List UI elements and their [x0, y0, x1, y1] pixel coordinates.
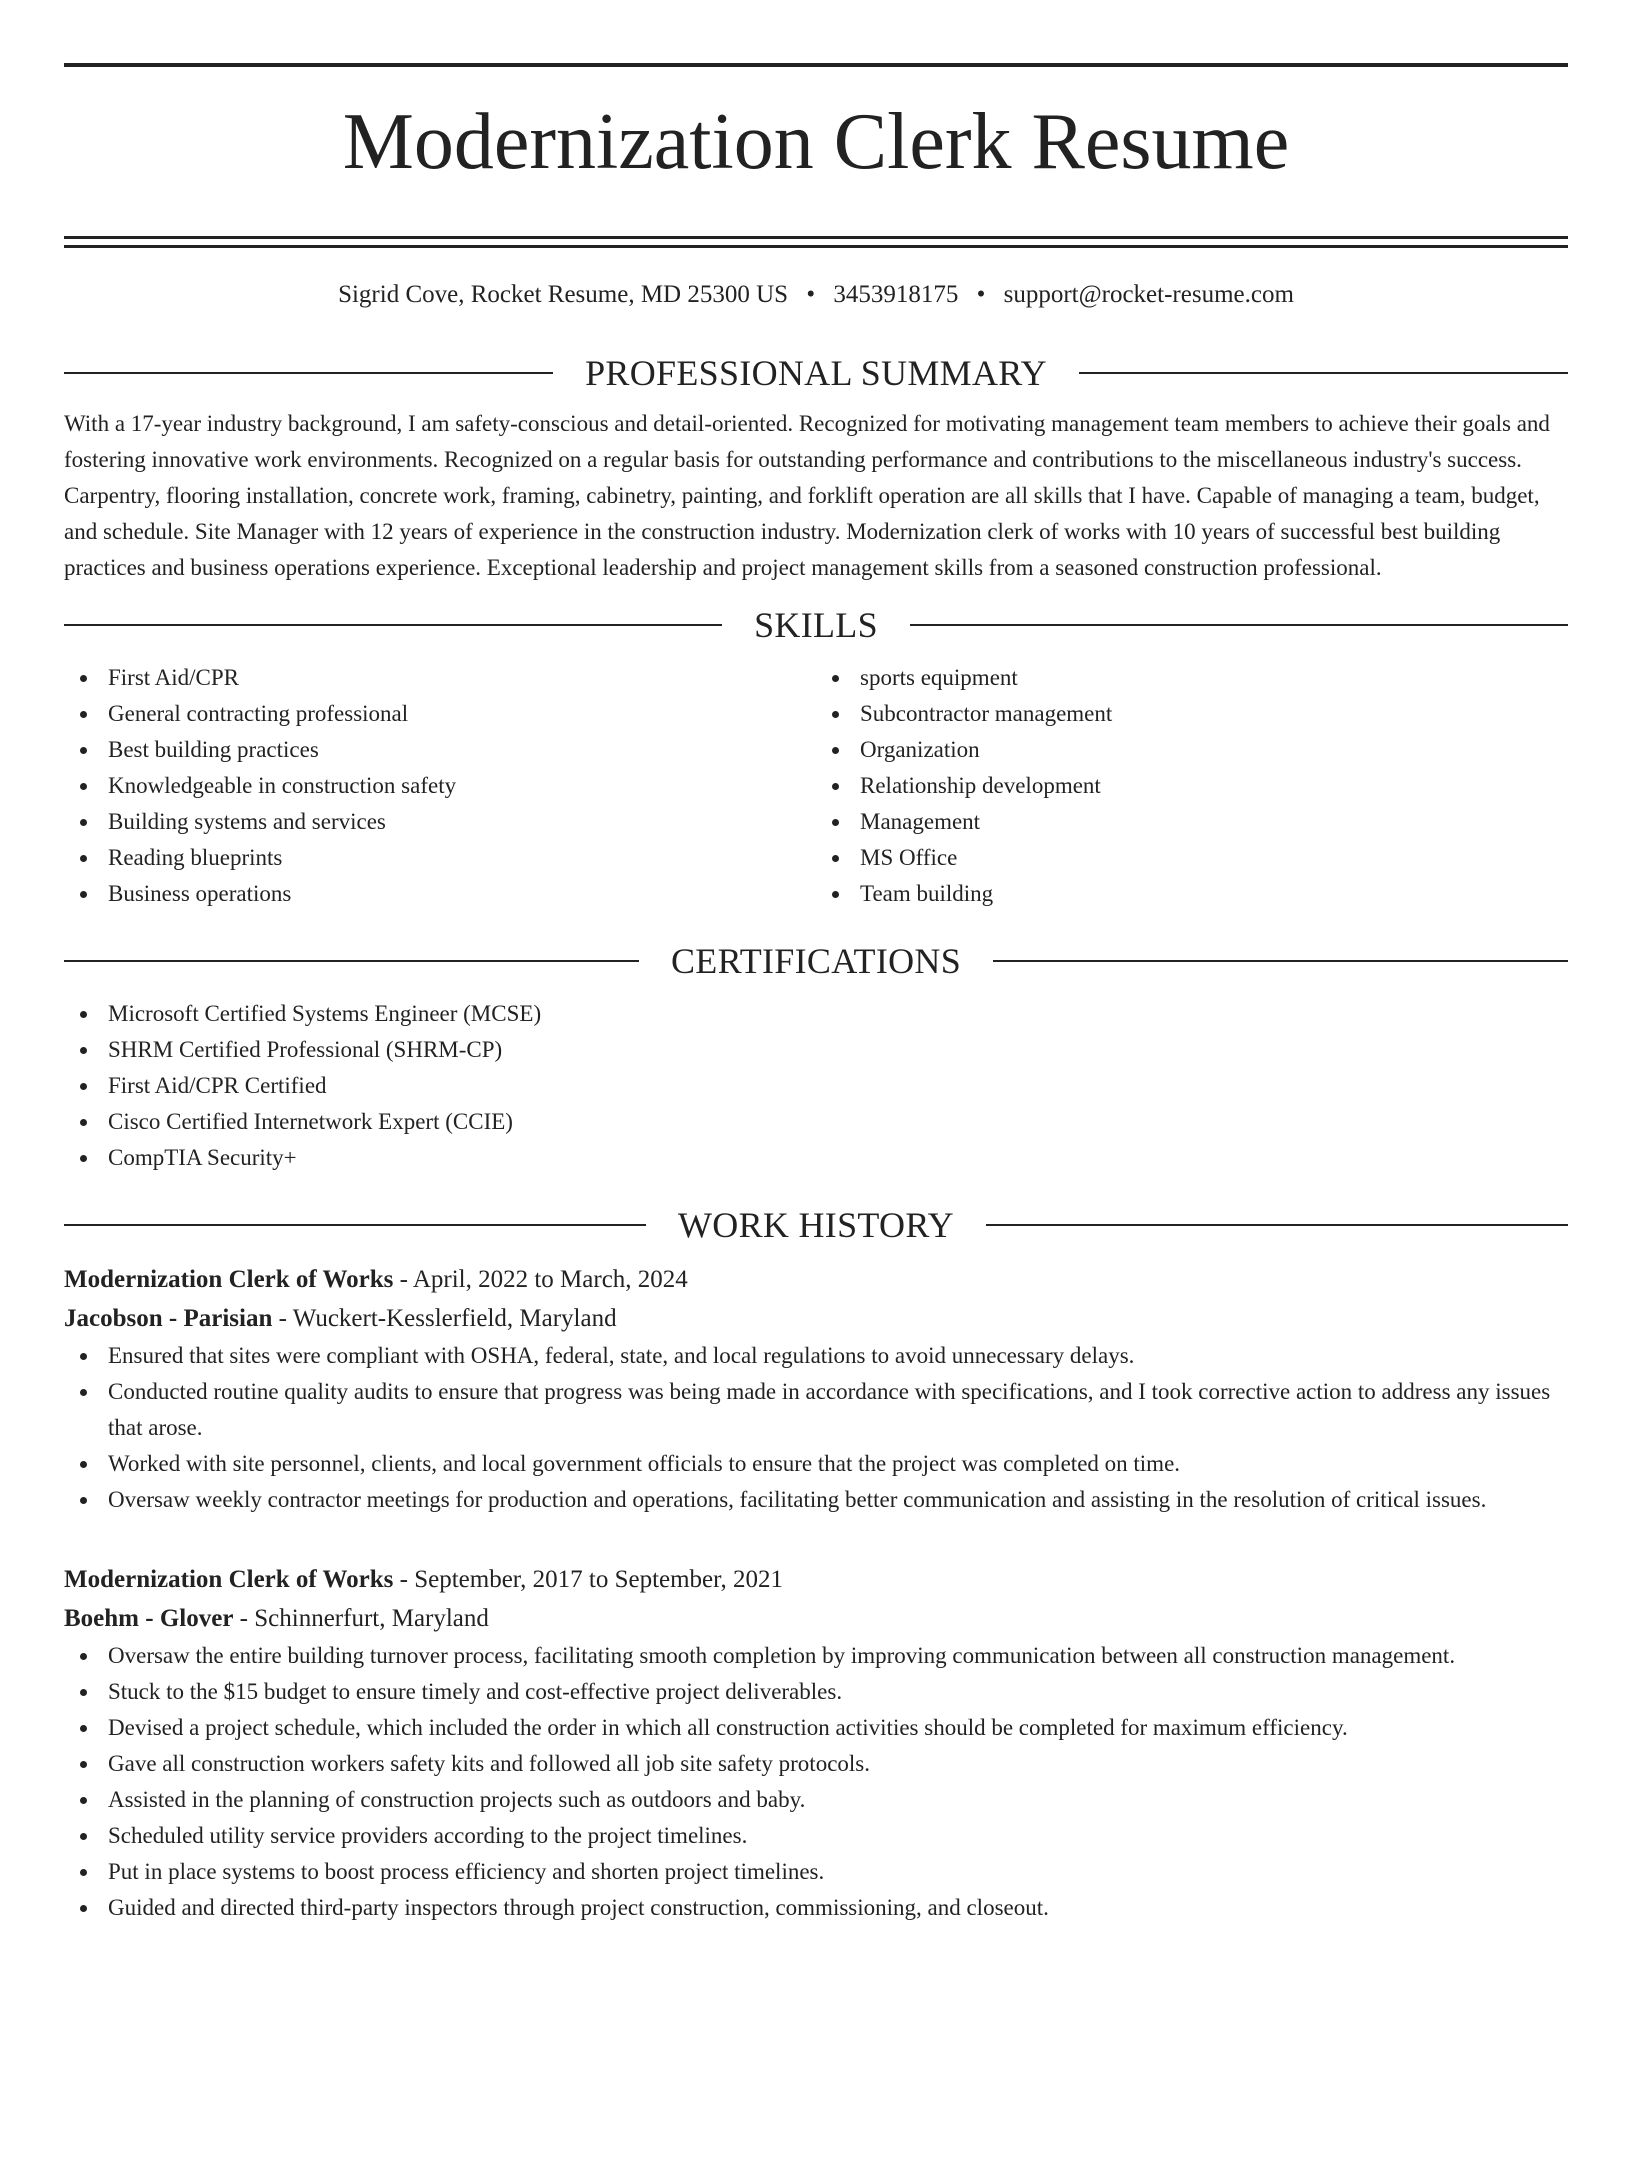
job-location: - Schinnerfurt, Maryland — [233, 1604, 489, 1632]
job-entry — [64, 1560, 1568, 1926]
job-duty-item: Ensured that sites were compliant with OSHA, federal, state, and local regulations to avoid unnecessary delays. — [64, 1338, 1568, 1374]
skill-item: Business operations — [64, 876, 816, 912]
job-title: Modernization Clerk of Works — [64, 1265, 394, 1293]
section-rule — [64, 1224, 646, 1226]
job-duty-item: Assisted in the planning of construction projects such as outdoors and baby. — [64, 1782, 1568, 1818]
certification-item: First Aid/CPR Certified — [64, 1068, 1568, 1104]
certification-item: Cisco Certified Internetwork Expert (CCIE) — [64, 1104, 1568, 1140]
job-duty-item: Devised a project schedule, which included the order in which all construction activities should be completed for maximum efficiency. — [64, 1710, 1568, 1746]
job-company-line — [64, 1599, 1568, 1638]
skills-column-left — [64, 660, 816, 912]
section-header-certifications — [64, 938, 1568, 984]
skill-item: Knowledgeable in construction safety — [64, 768, 816, 804]
job-title: Modernization Clerk of Works — [64, 1565, 394, 1593]
job-dates: - September, 2017 to September, 2021 — [393, 1565, 783, 1593]
job-duty-item: Guided and directed third-party inspectors through project construction, commissioning, and closeout. — [64, 1890, 1568, 1926]
section-rule — [986, 1224, 1568, 1226]
skill-item: sports equipment — [816, 660, 1568, 696]
section-rule — [64, 624, 722, 626]
job-duty-item: Oversaw weekly contractor meetings for production and operations, facilitating better communication and assisting in the resolution of critical issues. — [64, 1482, 1568, 1518]
job-title-line — [64, 1560, 1568, 1599]
skill-item: Team building — [816, 876, 1568, 912]
certifications-list — [64, 996, 1568, 1176]
job-location: - Wuckert-Kesslerfield, Maryland — [272, 1304, 617, 1332]
skill-item: Reading blueprints — [64, 840, 816, 876]
section-title: WORK HISTORY — [678, 1204, 954, 1245]
contact-phone: 3453918175 — [833, 280, 959, 308]
skill-item: Relationship development — [816, 768, 1568, 804]
resume-page — [0, 63, 1632, 2175]
title-double-rule — [64, 236, 1568, 248]
skill-item: Subcontractor management — [816, 696, 1568, 732]
section-title: CERTIFICATIONS — [670, 940, 962, 981]
contact-separator: • — [976, 280, 986, 308]
section-title: PROFESSIONAL SUMMARY — [585, 352, 1047, 393]
job-duty-item: Stuck to the $15 budget to ensure timely and cost-effective project deliverables. — [64, 1674, 1568, 1710]
skills-column-right — [816, 660, 1568, 912]
job-duty-item: Put in place systems to boost process efficiency and shorten project timelines. — [64, 1854, 1568, 1890]
skill-item: General contracting professional — [64, 696, 816, 732]
job-duty-item: Oversaw the entire building turnover process, facilitating smooth completion by improving communication between all construction management. — [64, 1638, 1568, 1674]
summary-text: With a 17-year industry background, I am safety-conscious and detail-oriented. Recognized for motivating management team members to achieve their goals and fostering innovative work environments. Recognized on a regular basis for outstanding performance and contributions to the miscellaneous industry's success. Carpentry, flooring installation, concrete work, framing, cabinetry, painting, and forklift operation are all skills that I have. Capable of managing a team, budget, and schedule. Site Manager with 12 years of experience in the construction industry. Modernization clerk of works with 10 years of successful best building practices and business operations experience. Exceptional leadership and project management skills from a seasoned construction professional. — [64, 410, 1550, 580]
section-rule — [64, 960, 639, 962]
job-entry — [64, 1260, 1568, 1518]
skill-item: Organization — [816, 732, 1568, 768]
skill-item: First Aid/CPR — [64, 660, 816, 696]
job-duties-list — [64, 1638, 1568, 1926]
top-rule — [64, 63, 1568, 67]
job-company-line — [64, 1299, 1568, 1338]
skill-item: MS Office — [816, 840, 1568, 876]
job-company: Boehm - Glover — [64, 1604, 234, 1632]
job-duties-list — [64, 1338, 1568, 1518]
job-title-line — [64, 1260, 1568, 1299]
skill-item: Management — [816, 804, 1568, 840]
job-duty-item: Conducted routine quality audits to ensure that progress was being made in accordance with specifications, and I took corrective action to address any issues that arose. — [64, 1374, 1568, 1446]
section-rule — [993, 960, 1568, 962]
resume-title: Modernization Clerk Resume — [342, 98, 1290, 186]
section-header-summary — [64, 350, 1568, 396]
certification-item: Microsoft Certified Systems Engineer (MCSE) — [64, 996, 1568, 1032]
certification-item: CompTIA Security+ — [64, 1140, 1568, 1176]
contact-email: support@rocket-resume.com — [1003, 280, 1294, 308]
certification-item: SHRM Certified Professional (SHRM-CP) — [64, 1032, 1568, 1068]
section-header-skills — [64, 602, 1568, 648]
skill-item: Best building practices — [64, 732, 816, 768]
skills-list — [64, 660, 1568, 912]
job-dates: - April, 2022 to March, 2024 — [393, 1265, 688, 1293]
job-duty-item: Scheduled utility service providers according to the project timelines. — [64, 1818, 1568, 1854]
contact-separator: • — [806, 280, 816, 308]
contact-address: Sigrid Cove, Rocket Resume, MD 25300 US — [338, 280, 789, 308]
contact-line — [64, 280, 1568, 310]
section-rule — [910, 624, 1568, 626]
section-rule — [1079, 372, 1568, 374]
section-title: SKILLS — [754, 604, 878, 645]
job-duty-item: Worked with site personnel, clients, and local government officials to ensure that the project was completed on time. — [64, 1446, 1568, 1482]
section-header-work-history — [64, 1202, 1568, 1248]
job-duty-item: Gave all construction workers safety kits and followed all job site safety protocols. — [64, 1746, 1568, 1782]
skill-item: Building systems and services — [64, 804, 816, 840]
job-company: Jacobson - Parisian — [64, 1304, 273, 1332]
section-rule — [64, 372, 553, 374]
